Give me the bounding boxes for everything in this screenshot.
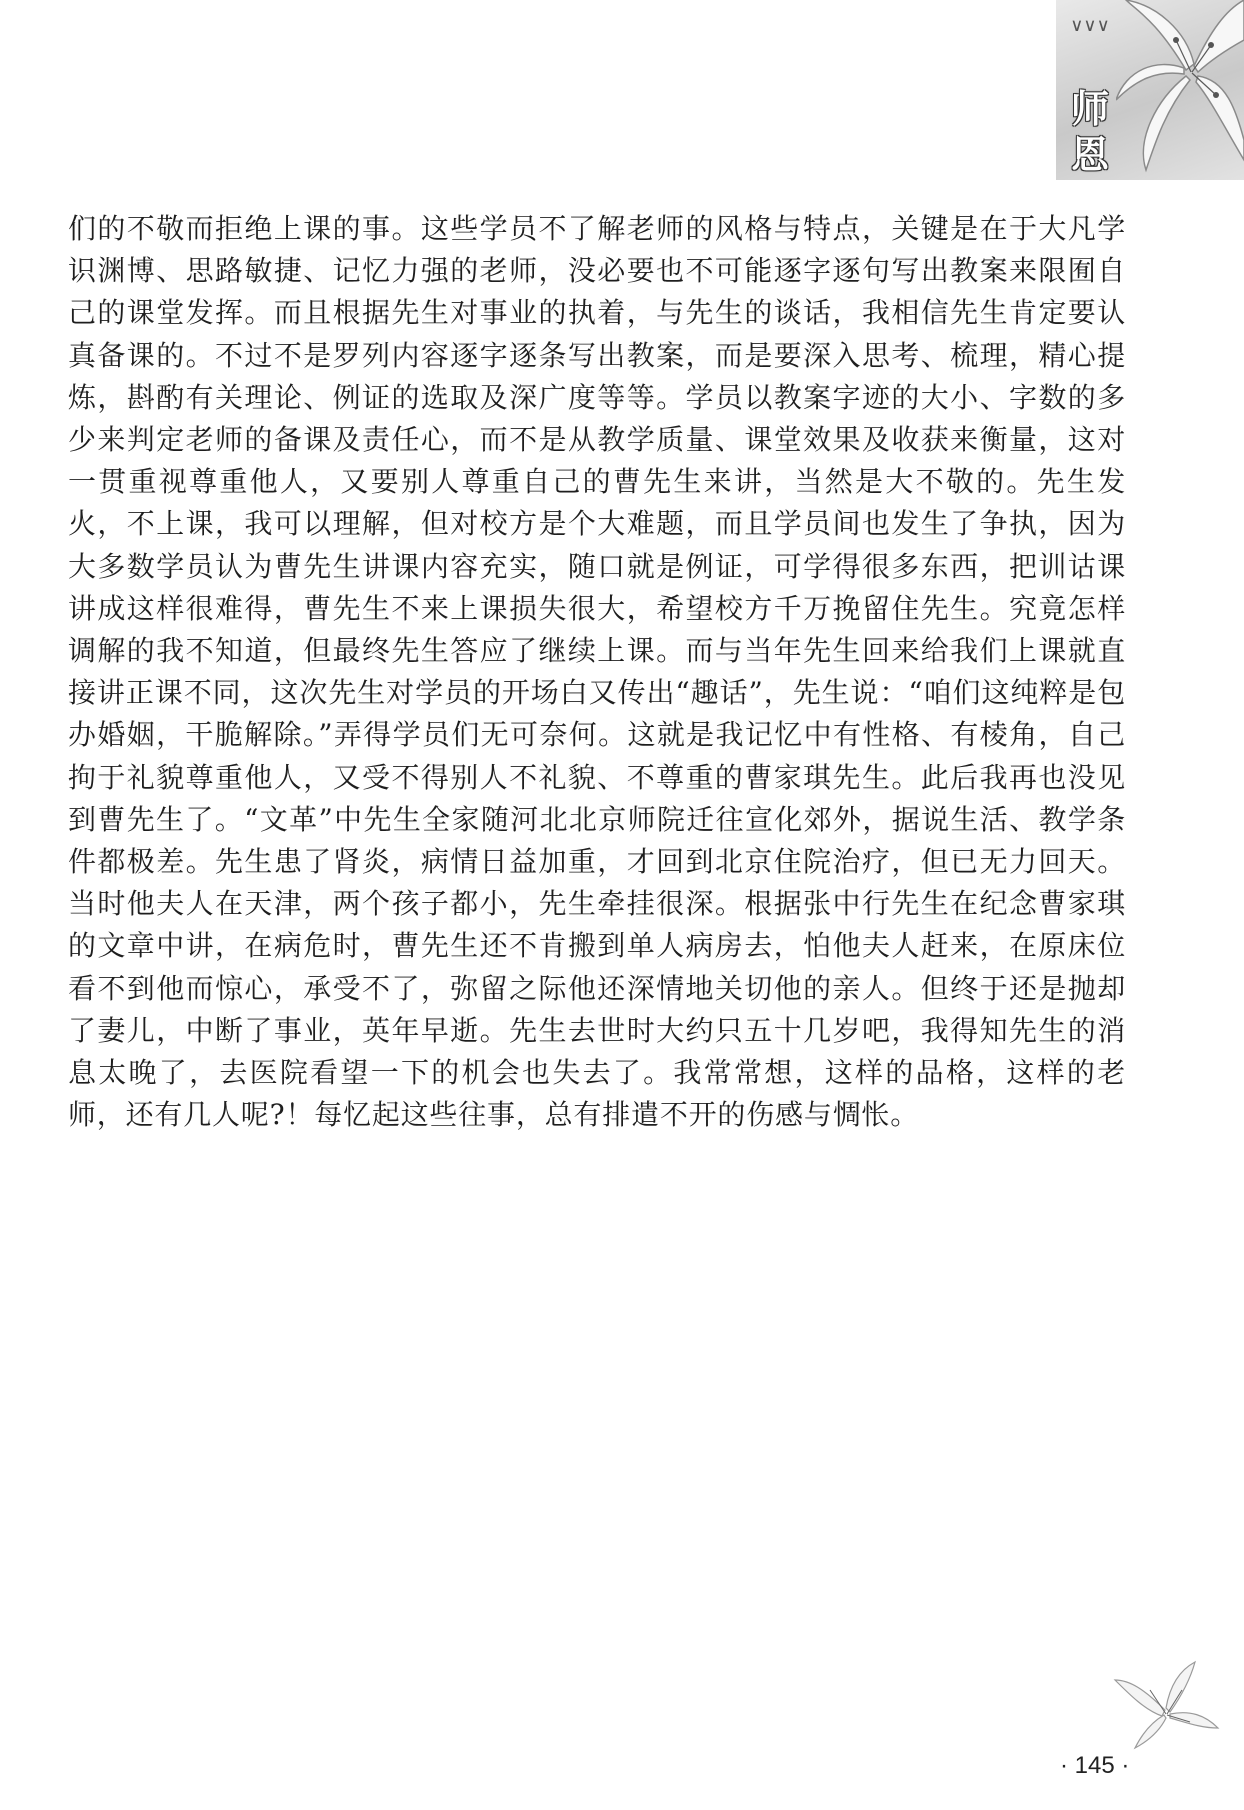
lily-flower-icon [1116,0,1244,180]
lily-flower-icon [1110,1660,1220,1750]
section-label-char: 师 [1070,87,1109,131]
page-number: · 145 · [1060,1752,1130,1779]
chevron-down-icon: ∨∨∨ [1070,15,1110,36]
corner-decoration [1056,0,1244,180]
body-paragraph: 们的不敬而拒绝上课的事。这些学员不了解老师的风格与特点，关键是在于大凡学识渊博、思路敏捷、记忆力强的老师，没必要也不可能逐字逐句写出教案来限囿自己的课堂发挥。而且根据先生对事业的执着，与先生的谈话，我相信先生肯定要认真备课的。不过不是罗列内容逐字逐条写出教案，而是要深入思考、梳理，精心提炼，斟酌有关理论、例证的选取及深广度等等。学员以教案字迹的大小、字数的多少来判定老师的备课及责任心，而不是从教学质量、课堂效果及收获来衡量，这对一贯重视尊重他人，又要别人尊重自己的曹先生来讲，当然是大不敬的。先生发火，不上课，我可以理解，但对校方是个大难题，而且学员间也发生了争执，因为大多数学员认为曹先生讲课内容充实，随口就是例证，可学得很多东西，把训诂课讲成这样很难得，曹先生不来上课损失很大，希望校方千万挽留住先生。究竟怎样调解的我不知道，但最终先生答应了继续上课。而与当年先生回来给我们上课就直接讲正课不同，这次先生对学员的开场白又传出“趣话”，先生说：“咱们这纯粹是包办婚姻，干脆解除。”弄得学员们无可奈何。这就是我记忆中有性格、有棱角，自己拘于礼貌尊重他人，又受不得别人不礼貌、不尊重的曹家琪先生。此后我再也没见到曹先生了。“文革”中先生全家随河北北京师院迁往宣化郊外，据说生活、教学条件都极差。先生患了肾炎，病情日益加重，才回到北京住院治疗，但已无力回天。当时他夫人在天津，两个孩子都小，先生牵挂很深。根据张中行先生在纪念曹家琪的文章中讲，在病危时，曹先生还不肯搬到单人病房去，怕他夫人赶来，在原床位看不到他而惊心，承受不了，弥留之际他还深情地关切他的亲人。但终于还是抛却了妻儿，中断了事业，英年早逝。先生去世时大约只五十几岁吧，我得知先生的消息太晚了，去医院看望一下的机会也失去了。我常常想，这样的品格，这样的老师，还有几人呢?！每忆起这些往事，总有排遣不开的伤感与惆怅。 [68,212,1126,1132]
section-label-char: 恩 [1070,133,1109,177]
section-label [1066,86,1114,178]
